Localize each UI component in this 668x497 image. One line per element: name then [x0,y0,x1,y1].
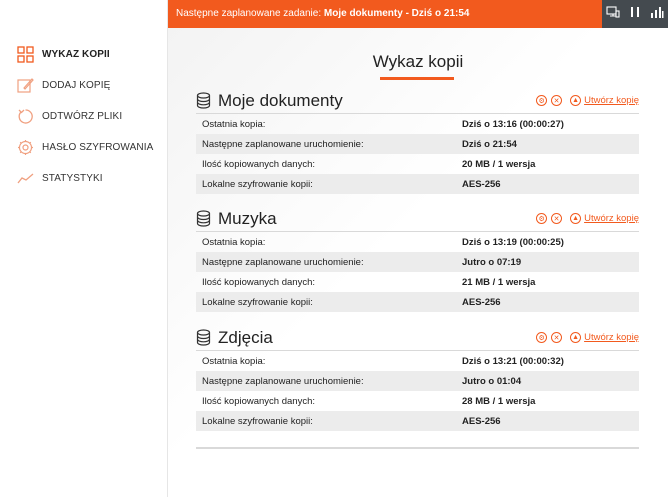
create-backup-link[interactable]: Utwórz kopię [584,332,639,343]
delete-icon[interactable]: ✕ [551,213,562,224]
sidebar-item-wykaz-kopii[interactable] [16,44,110,64]
backup-section [196,328,639,431]
backup-actions [532,213,639,224]
gear-icon [16,138,34,156]
chart-icon [16,169,34,187]
create-backup-link[interactable]: Utwórz kopię [584,95,639,106]
database-icon [196,92,211,114]
next-task-name: Moje dokumenty - Dziś o 21:54 [323,8,470,19]
row-label: Lokalne szyfrowanie kopii: [202,416,313,427]
row-value: AES-256 [462,416,501,427]
backup-header [196,328,639,350]
backup-section [196,209,639,312]
main-content [168,28,668,497]
row-label: Ilość kopiowanych danych: [202,396,316,407]
settings-icon[interactable]: ⚙ [536,95,547,106]
backup-name: Moje dokumenty [218,91,343,110]
screen-icon[interactable] [606,5,620,24]
table-row [196,371,639,391]
restore-icon [16,107,34,125]
edit-icon [16,76,34,94]
row-value: Dziś o 21:54 [462,139,517,150]
row-value: Dziś o 13:21 (00:00:32) [462,356,564,367]
sidebar-item-label: DODAJ KOPIĘ [42,79,111,91]
row-label: Następne zaplanowane uruchomienie: [202,376,364,387]
table-row [196,391,639,411]
toolbar [602,0,668,28]
sidebar-item-label: STATYSTYKI [42,172,103,184]
grid-icon [16,45,34,63]
sidebar-item-haslo-szyfrowania[interactable] [16,137,153,157]
next-task-message [176,8,469,19]
row-label: Następne zaplanowane uruchomienie: [202,139,364,150]
table-row [196,292,639,312]
table-row [196,252,639,272]
row-value: Jutro o 07:19 [462,257,522,268]
sidebar-item-label: HASŁO SZYFROWANIA [42,141,154,153]
pause-icon[interactable] [629,5,641,24]
sidebar-item-label: WYKAZ KOPII [42,48,110,60]
backup-section [196,91,639,194]
page-title: Wykaz kopii [372,52,464,71]
table-row [196,114,639,134]
row-value: 21 MB / 1 wersja [462,277,536,288]
next-task-prefix: Następne zaplanowane zadanie: [176,8,324,19]
row-label: Ilość kopiowanych danych: [202,159,316,170]
row-value: AES-256 [462,179,501,190]
row-value: 20 MB / 1 wersja [462,159,536,170]
row-label: Lokalne szyfrowanie kopii: [202,179,313,190]
backup-name: Muzyka [218,209,277,228]
sidebar [0,0,168,497]
backup-header [196,91,639,113]
table-row [196,134,639,154]
title-underline [380,77,454,80]
row-label: Ostatnia kopia: [202,356,266,367]
row-value: Dziś o 13:19 (00:00:25) [462,237,564,248]
database-icon [196,329,211,351]
sidebar-item-odtworz-pliki[interactable] [16,106,122,126]
row-label: Ostatnia kopia: [202,119,266,130]
row-value: Jutro o 01:04 [462,376,522,387]
settings-icon[interactable]: ⚙ [536,332,547,343]
row-value: Dziś o 13:16 (00:00:27) [462,119,564,130]
backup-name: Zdjęcia [218,328,273,347]
row-label: Ilość kopiowanych danych: [202,277,316,288]
row-label: Następne zaplanowane uruchomienie: [202,257,364,268]
table-row [196,232,639,252]
create-backup-link[interactable]: Utwórz kopię [584,213,639,224]
backup-actions [532,332,639,343]
table-row [196,351,639,371]
delete-icon[interactable]: ✕ [551,95,562,106]
table-row [196,154,639,174]
table-row [196,174,639,194]
bottom-divider [196,447,639,449]
upload-icon: ▲ [570,213,581,224]
backup-actions [532,95,639,106]
next-task-bar [168,0,668,28]
settings-icon[interactable]: ⚙ [536,213,547,224]
upload-icon: ▲ [570,95,581,106]
sidebar-item-label: ODTWÓRZ PLIKI [42,110,123,122]
table-row [196,272,639,292]
row-label: Lokalne szyfrowanie kopii: [202,297,313,308]
backup-header [196,209,639,231]
table-row [196,411,639,431]
row-label: Ostatnia kopia: [202,237,266,248]
stats-icon[interactable] [650,5,664,24]
sidebar-item-dodaj-kopie[interactable] [16,75,110,95]
upload-icon: ▲ [570,332,581,343]
delete-icon[interactable]: ✕ [551,332,562,343]
sidebar-item-statystyki[interactable] [16,168,103,188]
row-value: AES-256 [462,297,501,308]
database-icon [196,210,211,232]
row-value: 28 MB / 1 wersja [462,396,536,407]
